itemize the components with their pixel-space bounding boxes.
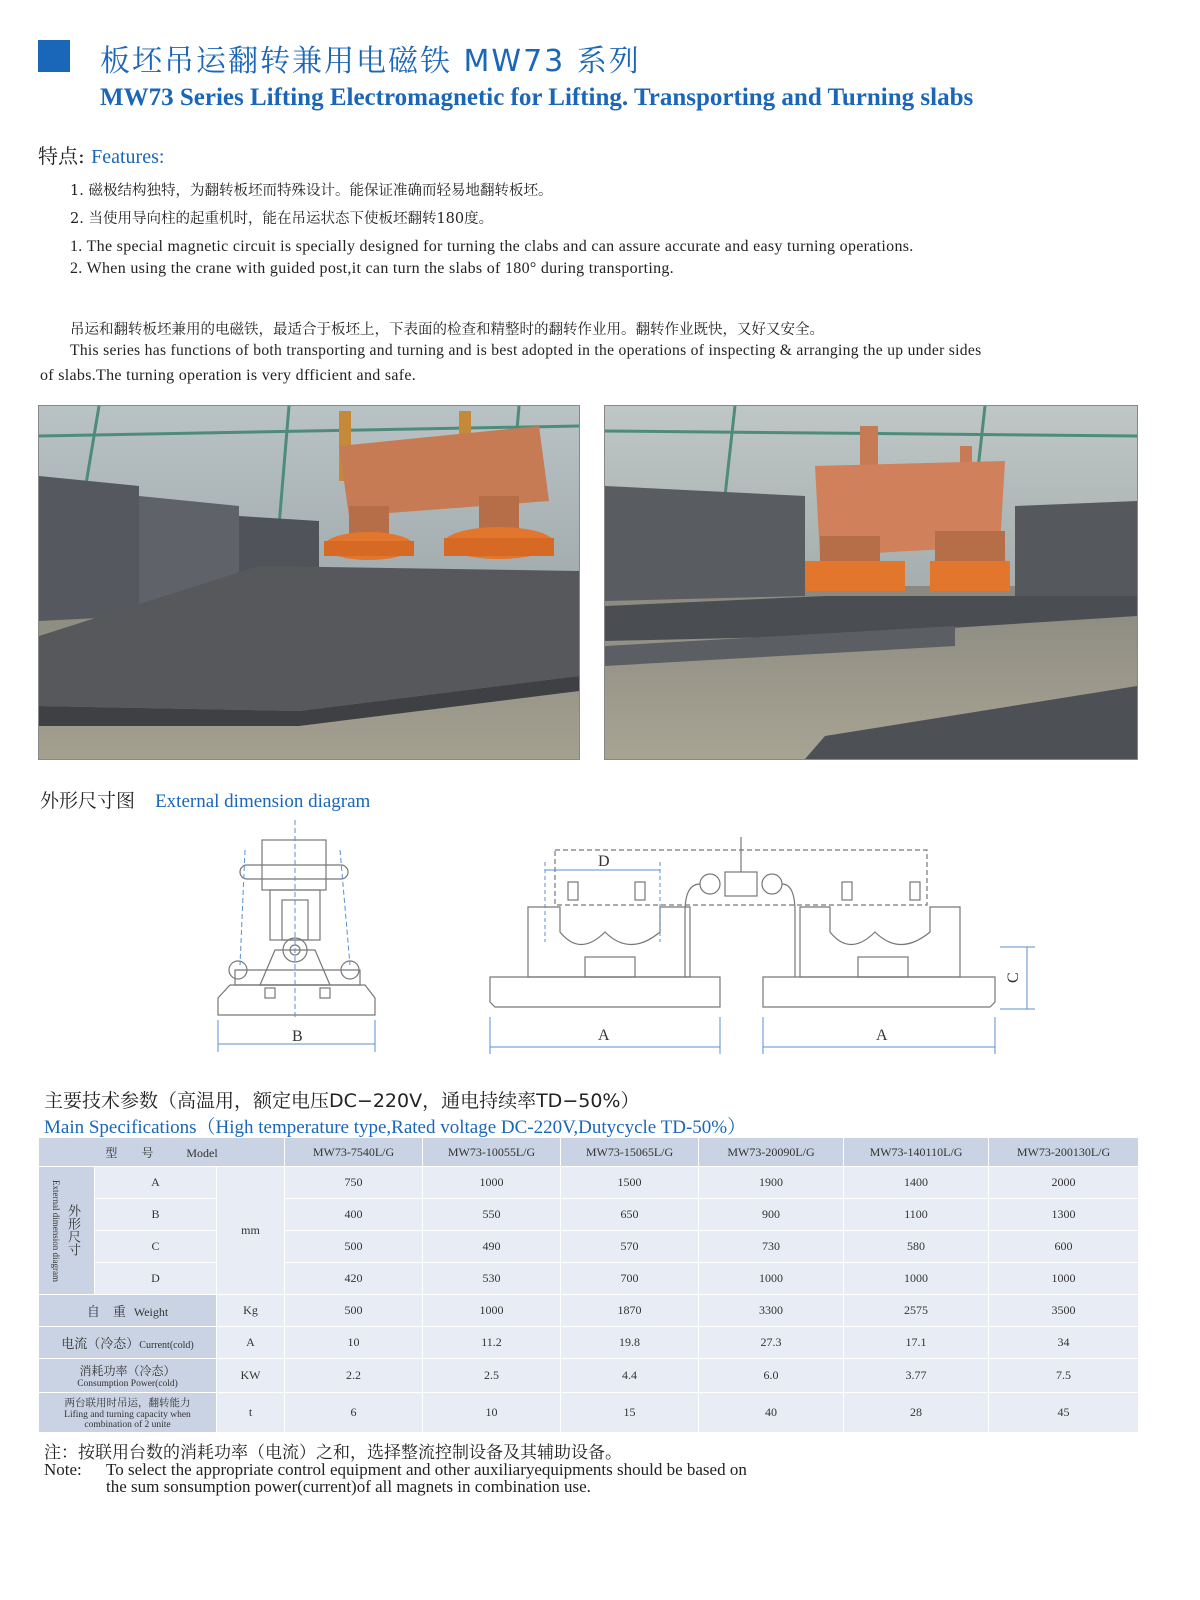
table-row: D 420 530 700 1000 1000 1000 [39,1263,1139,1295]
note-cn: 注：按联用台数的消耗功率（电流）之和，选择整流控制设备及其辅助设备。 [44,1443,622,1463]
features-label-en: Features: [91,146,165,168]
side-view-diagram [200,820,440,1060]
specs-table [38,1137,1139,1433]
dim-label-A-2: A [876,1027,888,1044]
table-row: C 500 490 570 730 580 600 [39,1231,1139,1263]
feature-cn-2: 2. 当使用导向柱的起重机时，能在吊运状态下使板坯翻转180度。 [70,211,494,227]
unit-mm: mm [217,1167,285,1295]
page-title: 板坯吊运翻转兼用电磁铁 MW73 系列 [100,44,641,79]
front-view-diagram [480,832,1040,1062]
table-row: External dimension diagram 外形尺寸 A mm 750 1000 1500 1900 1400 2000 [39,1167,1139,1199]
model-6: MW73-200130L/G [989,1138,1139,1167]
description-en-2: of slabs.The turning operation is very dfficient and safe. [40,367,417,384]
table-row-power: 消耗功率（冷态） Consumption Power(cold) KW 2.2 2.5 4.4 6.0 3.77 7.5 [39,1359,1139,1393]
specs-title-en: Main Specifications（High temperature type,Rated voltage DC-220V,Dutycycle TD-50%） [44,1117,747,1138]
photo-slab-lifting-2 [604,405,1138,760]
dim-label-B: B [292,1028,303,1045]
model-1: MW73-7540L/G [285,1138,423,1167]
dim-label-C: C [1005,972,1022,983]
table-row: B 400 550 650 900 1100 1300 [39,1199,1139,1231]
table-row-current: 电流（冷态）Current(cold) A 10 11.2 19.8 27.3 17.1 34 [39,1327,1139,1359]
model-5: MW73-140110L/G [844,1138,989,1167]
title-square-icon [38,40,70,72]
table-row-capacity: 两台联用时吊运，翻转能力 Lifing and turning capacity when combination of 2 unite t 6 10 15 40 28 45 [39,1393,1139,1433]
model-4: MW73-20090L/G [699,1138,844,1167]
model-3: MW73-15065L/G [561,1138,699,1167]
feature-cn-1: 1. 磁极结构独特，为翻转板坯而特殊设计。能保证准确而轻易地翻转板坯。 [70,183,553,199]
table-row-weight: 自 重 Weight Kg 500 1000 1870 3300 2575 3500 [39,1295,1139,1327]
dimension-label-en: External dimension diagram [155,791,371,812]
dimension-group-label: External dimension diagram 外形尺寸 [39,1167,95,1295]
dimension-heading [40,786,370,813]
feature-en-1: 1. The special magnetic circuit is specially designed for turning the clabs and can assure accurate and easy turning operations. [70,238,914,255]
specs-title-cn: 主要技术参数（高温用，额定电压DC−220V，通电持续率TD−50%） [44,1090,640,1112]
description-en-1: This series has functions of both transporting and turning and is best adopted in the operations of inspecting & arranging the up under sides [70,342,982,359]
model-2: MW73-10055L/G [423,1138,561,1167]
dim-label-A-1: A [598,1027,610,1044]
feature-en-2: 2. When using the crane with guided post,it can turn the slabs of 180° during transporting. [70,260,674,277]
dimension-label-cn: 外形尺寸图 [40,790,136,812]
photo-slab-lifting-1 [38,405,580,760]
table-header-row [39,1138,1139,1167]
features-heading: 特点: Features: [38,144,165,168]
note-en: Note: To select the appropriate control equipment and other auxiliaryequipments should be based on the sum sonsumption power(current)of all magnets in combination use. [44,1460,747,1496]
dim-label-D: D [598,853,610,870]
model-label: 型 号 Model [39,1138,285,1167]
description-cn: 吊运和翻转板坯兼用的电磁铁，最适合于板坯上，下表面的检查和精整时的翻转作业用。翻转作业既快，又好又安全。 [70,322,824,338]
features-label-cn: 特点 [38,144,78,168]
page-subtitle: MW73 Series Lifting Electromagnetic for Lifting. Transporting and Turning slabs [100,84,974,111]
